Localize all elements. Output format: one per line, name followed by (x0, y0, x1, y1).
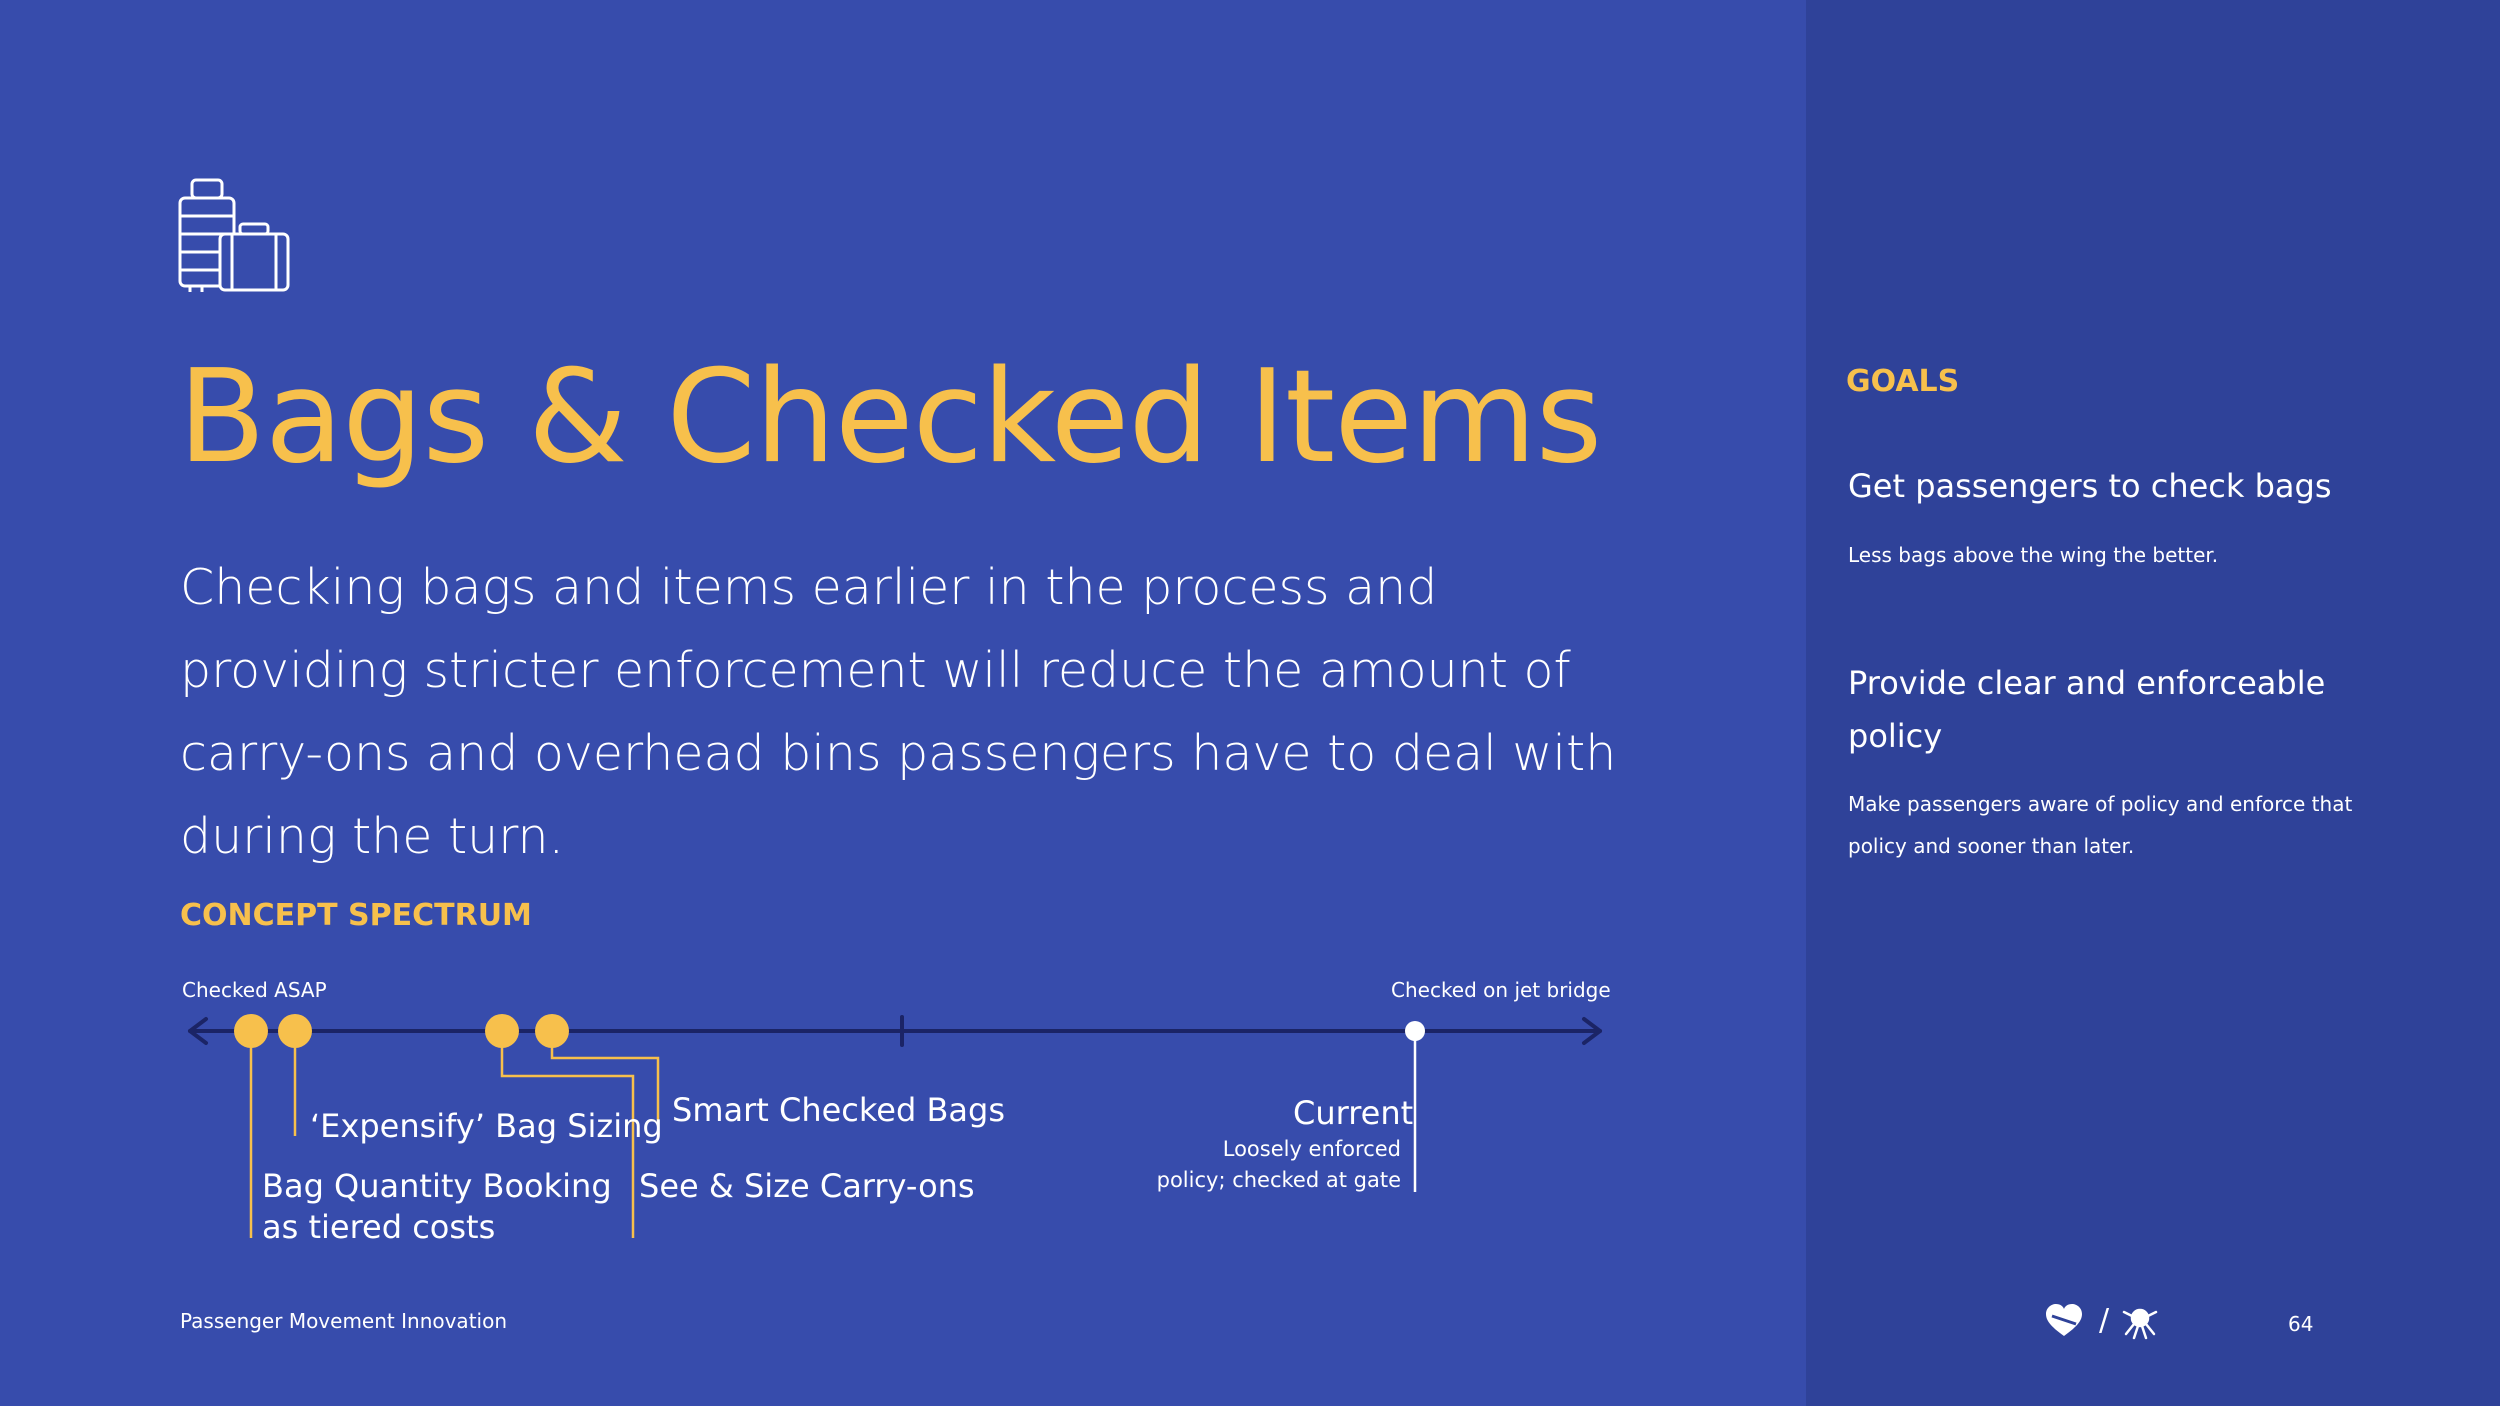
current-detail-line1: Loosely enforced (1222, 1137, 1401, 1161)
concept-bag-quantity-line2: as tiered costs (262, 1208, 496, 1246)
goal-1-title: Get passengers to check bags (1848, 467, 2332, 505)
concept-see-size: See & Size Carry-ons (639, 1167, 975, 1205)
goals-heading: GOALS (1846, 364, 1960, 399)
marker-expensify (278, 1014, 312, 1048)
spectrum-right-label: Checked on jet bridge (1391, 978, 1611, 1002)
goal-2-title-line2: policy (1848, 717, 1943, 755)
current-detail-line2: policy; checked at gate (1156, 1168, 1401, 1192)
concept-bag-quantity-line1: Bag Quantity Booking (262, 1167, 612, 1205)
spectrum-axis (190, 1017, 1600, 1045)
partner-logos (2046, 1304, 2158, 1340)
heart-logo-icon (2046, 1304, 2082, 1336)
concept-expensify: ‘Expensify’ Bag Sizing (310, 1107, 663, 1145)
marker-current (1405, 1021, 1425, 1041)
marker-see-size (485, 1014, 519, 1048)
slide-title: Bags & Checked Items (178, 343, 1602, 492)
goal-2-title-line1: Provide clear and enforceable (1848, 664, 2326, 702)
goal-1-desc: Less bags above the wing the better. (1848, 543, 2219, 567)
footer-project-name: Passenger Movement Innovation (180, 1309, 508, 1333)
current-label: Current (1293, 1094, 1414, 1132)
concept-spectrum-heading: CONCEPT SPECTRUM (180, 898, 532, 933)
goal-2-desc-line1: Make passengers aware of policy and enforce that (1848, 792, 2353, 816)
logo-separator: / (2099, 1304, 2110, 1338)
spectrum-left-label: Checked ASAP (182, 978, 327, 1002)
goal-2-desc-line2: policy and sooner than later. (1848, 834, 2135, 858)
intro-paragraph: Checking bags and items earlier in the process and providing stricter enforcement will reduce the amount of carry-ons and overhead bins passengers have to deal with during the turn. (180, 559, 1617, 865)
concept-smart-checked: Smart Checked Bags (672, 1091, 1005, 1129)
marker-smart-checked (535, 1014, 569, 1048)
page-number: 64 (2288, 1312, 2314, 1336)
octopus-logo-icon (2124, 1310, 2156, 1338)
marker-bag-quantity (234, 1014, 268, 1048)
